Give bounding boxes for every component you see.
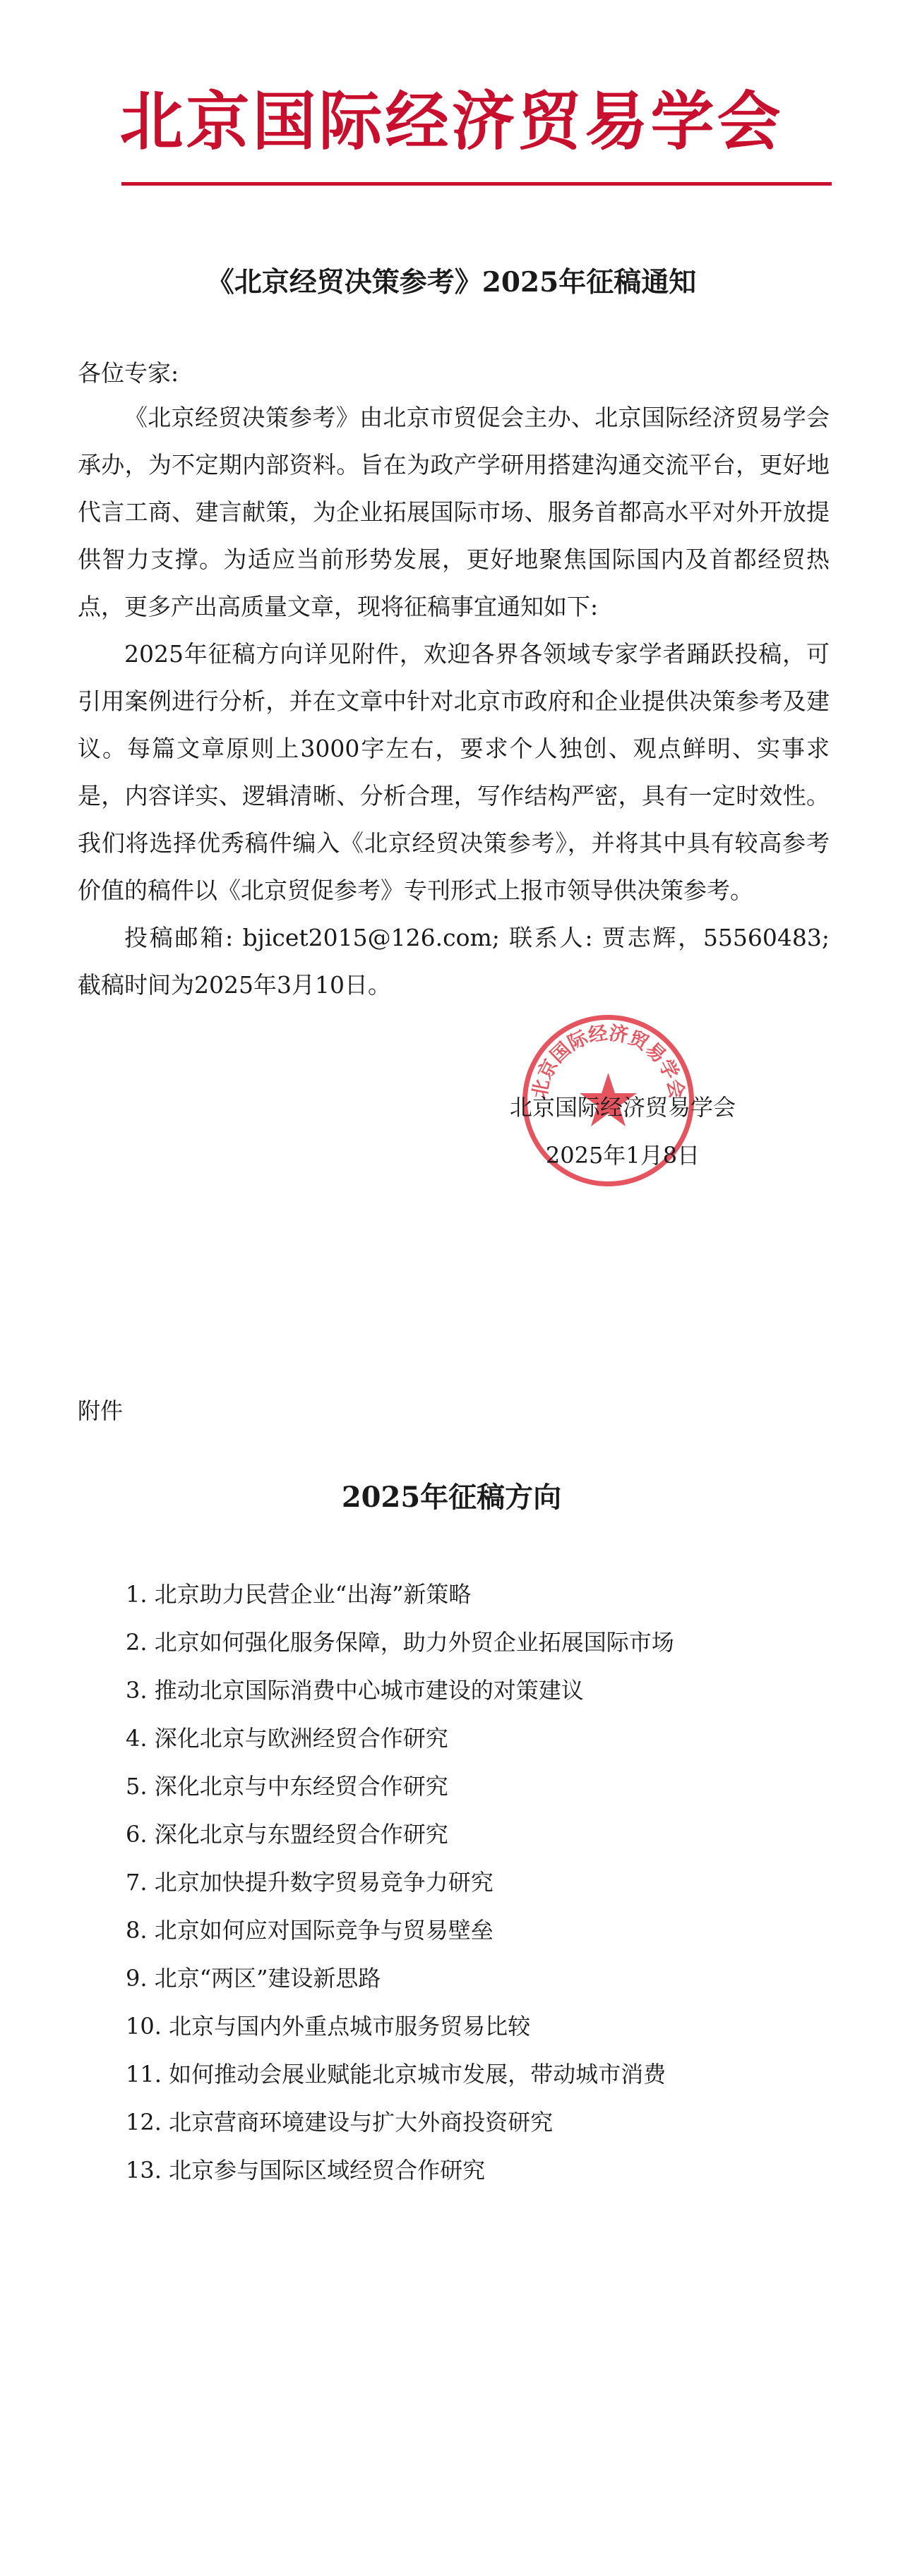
topic-item: 13. 北京参与国际区域经贸合作研究 (126, 2157, 486, 2184)
topic-item: 11. 如何推动会展业赋能北京城市发展，带动城市消费 (126, 2061, 666, 2088)
topic-item: 6. 深化北京与东盟经贸合作研究 (126, 1821, 448, 1848)
signature-block (489, 1083, 757, 1179)
attachment-title: 2025年征稿方向 (341, 1481, 562, 1514)
topic-item: 12. 北京营商环境建设与扩大外商投资研究 (126, 2109, 554, 2136)
letterhead-rule (121, 182, 832, 186)
body-paragraph: 投稿邮箱: bjicet2015@126.com; 联系人: 贾志辉，55560483; 截稿时间为2025年3月10日。 (78, 924, 830, 999)
letterhead-org-name: 北京国际经济贸易学会 (119, 85, 784, 159)
seal-text: 北京国际经济贸易学会 (528, 1022, 688, 1101)
notice-body (78, 394, 830, 1009)
topic-item: 1. 北京助力民营企业“出海”新策略 (126, 1581, 472, 1608)
topic-item: 5. 深化北京与中东经贸合作研究 (126, 1773, 448, 1800)
signature-date: 2025年1月8日 (545, 1142, 700, 1169)
topic-item: 9. 北京“两区”建设新思路 (126, 1965, 381, 1992)
body-paragraph: 2025年征稿方向详见附件，欢迎各界各领域专家学者踊跃投稿，可引用案例进行分析，并在文章中针对北京市政府和企业提供决策参考及建议。每篇文章原则上3000字左右，要求个人独创、观点鲜明、实事求是，内容详实、逻辑清晰、分析合理，写作结构严密，具有一定时效性。我们将选择优秀稿件编入《北京经贸决策参考》，并将其中具有较高参考价值的稿件以《北京贸促参考》专刊形式上报市领导供决策参考。 (78, 640, 830, 904)
topic-item: 2. 北京如何强化服务保障，助力外贸企业拓展国际市场 (126, 1629, 674, 1656)
topic-list (126, 1570, 674, 2194)
topic-item: 8. 北京如何应对国际竞争与贸易壁垒 (126, 1917, 494, 1944)
topic-item: 10. 北京与国内外重点城市服务贸易比较 (126, 2013, 531, 2040)
topic-item: 3. 推动北京国际消费中心城市建设的对策建议 (126, 1677, 584, 1704)
signature-org: 北京国际经济贸易学会 (509, 1094, 736, 1121)
topic-item: 7. 北京加快提升数字贸易竞争力研究 (126, 1869, 494, 1896)
notice-title: 《北京经贸决策参考》2025年征稿通知 (206, 266, 697, 299)
salutation: 各位专家: (78, 359, 179, 387)
attachment-label: 附件 (78, 1397, 124, 1424)
topic-item: 4. 深化北京与欧洲经贸合作研究 (126, 1725, 448, 1752)
body-paragraph: 《北京经贸决策参考》由北京市贸促会主办、北京国际经济贸易学会承办，为不定期内部资料。旨在为政产学研用搭建沟通交流平台，更好地代言工商、建言献策，为企业拓展国际市场、服务首都高水平对外开放提供智力支撑。为适应当前形势发展，更好地聚焦国际国内及首都经贸热点，更多产出高质量文章，现将征稿事宜通知如下: (78, 404, 830, 620)
